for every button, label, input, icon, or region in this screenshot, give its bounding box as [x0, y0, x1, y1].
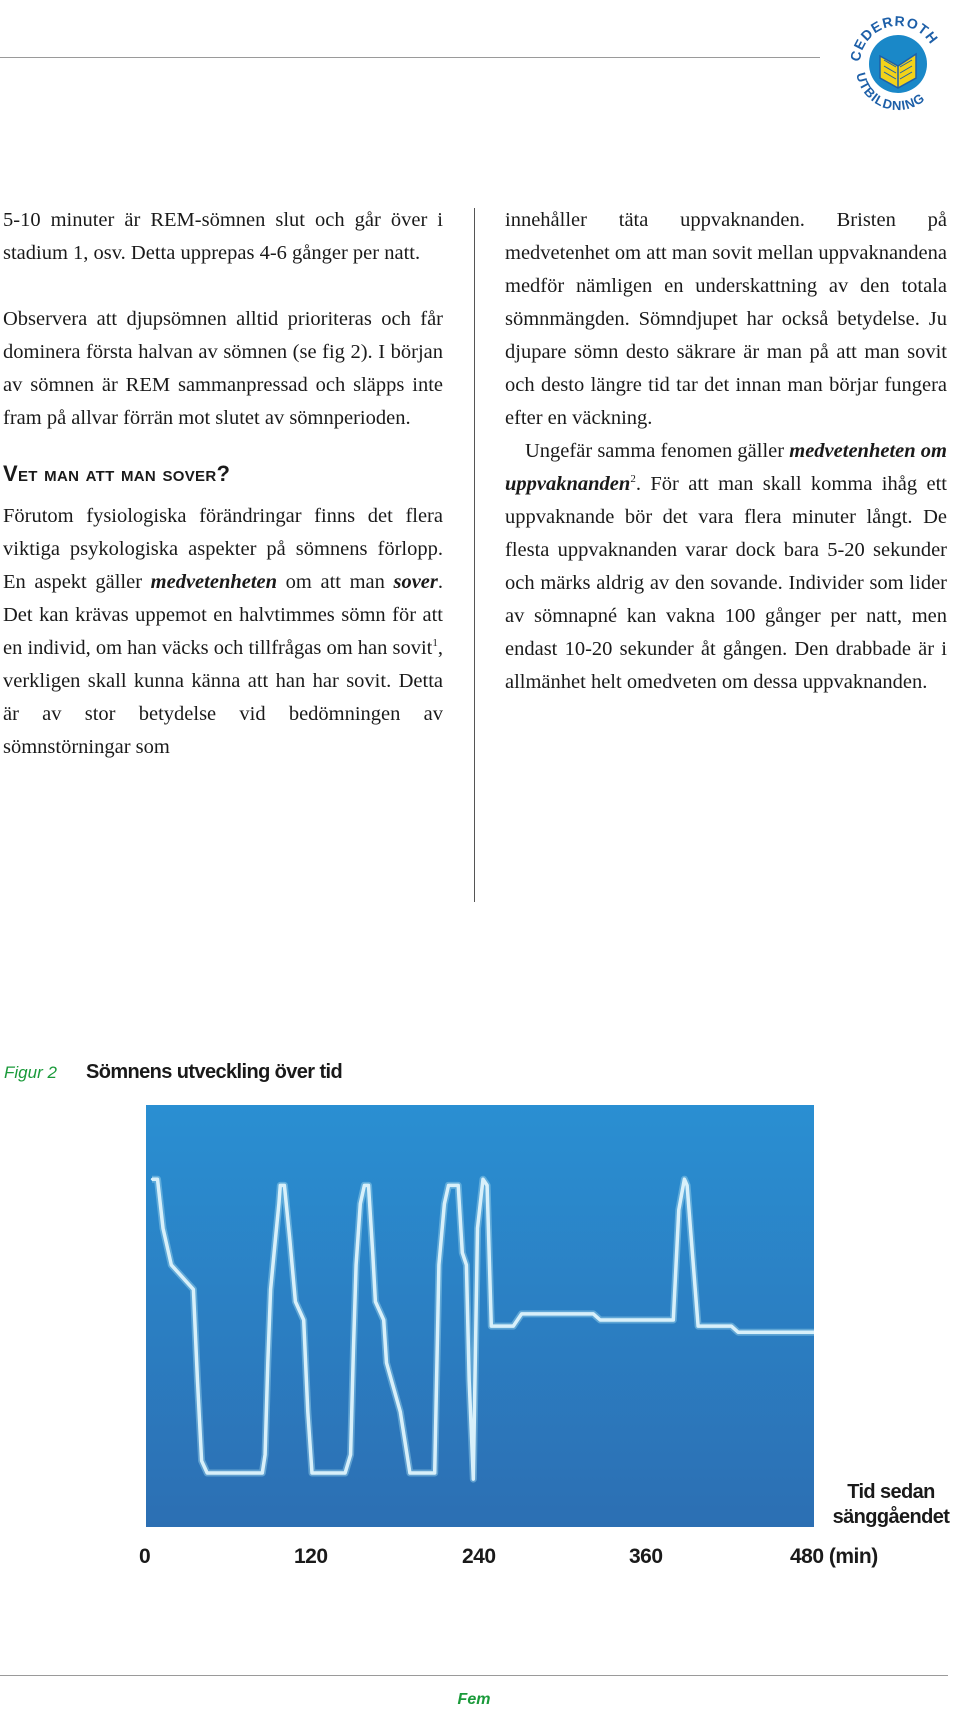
data-point: [196, 1380, 198, 1382]
text-run: . För att man skall komma ihåg ett uppvaknande bör det vara flera minuter långt. De flesta uppvaknanden varar dock bara 5-20 sekunder och märks aldrig av den sovande. Individer som lider av sömnapné kan vakna 100 gånger per natt, men endast 10-20 sekunder åt gången. Den drabbade är i allmänhet helt omedveten om dessa uppvaknanden.: [505, 473, 947, 693]
data-point: [206, 1472, 208, 1474]
sleep-chart: [146, 1105, 814, 1527]
data-point: [490, 1325, 492, 1327]
data-point: [349, 1453, 351, 1455]
data-point: [476, 1227, 478, 1229]
x-axis-label-line-1: Tid sedan: [847, 1481, 935, 1503]
data-point: [399, 1411, 401, 1413]
emphasis-sover: sover: [393, 571, 438, 593]
data-point: [170, 1264, 172, 1266]
data-point: [447, 1184, 449, 1186]
data-point: [472, 1478, 474, 1480]
emphasis-medvetenheten: medvetenheten: [150, 571, 278, 593]
data-point: [438, 1264, 440, 1266]
figure-label: Figur 2: [4, 1063, 57, 1082]
data-point: [392, 1386, 394, 1388]
text-run: Förutom fysiologiska förändringar finns det flera viktiga psykologiska aspekter på sömnens förlopp. En aspekt gäller: [3, 505, 443, 593]
data-point: [592, 1313, 594, 1315]
data-point: [512, 1325, 514, 1327]
footer-rule: [0, 1675, 948, 1676]
data-point: [465, 1264, 467, 1266]
data-point: [686, 1184, 688, 1186]
data-point: [482, 1178, 484, 1180]
cederroth-logo: [842, 8, 954, 120]
data-point: [457, 1184, 459, 1186]
left-paragraph-2: Observera att djupsömnen alltid prioriteras och får dominera första halvan av sömnen (se fig 2). I början av sömnen är REM sammanpressad och släpps inte fram på allvar förrän mot slutet av sömnperioden.: [3, 308, 443, 429]
data-point: [486, 1184, 488, 1186]
data-point: [697, 1325, 699, 1327]
x-tick-360: 360: [629, 1545, 663, 1568]
data-point: [443, 1203, 445, 1205]
data-point: [278, 1203, 280, 1205]
data-point: [307, 1411, 309, 1413]
page-footer: Fem: [457, 1691, 491, 1708]
chart-background: [146, 1105, 814, 1527]
x-tick-240: 240: [462, 1545, 496, 1568]
data-point: [371, 1251, 373, 1253]
data-point: [213, 1472, 215, 1474]
data-point: [162, 1227, 164, 1229]
data-point: [363, 1184, 365, 1186]
logo-text-top: CEDERROTH: [846, 12, 942, 63]
logo-text-bottom: UTBILDNING: [853, 70, 928, 114]
data-point: [264, 1453, 266, 1455]
right-paragraph-2: [505, 435, 947, 699]
data-point: [461, 1251, 463, 1253]
figure-title: Sömnens utveckling över tid: [86, 1061, 343, 1083]
data-point: [200, 1460, 202, 1462]
data-point: [303, 1319, 305, 1321]
data-point: [311, 1472, 313, 1474]
data-point: [683, 1178, 685, 1180]
data-point: [261, 1472, 263, 1474]
data-point: [294, 1300, 296, 1302]
data-point: [156, 1178, 158, 1180]
data-point: [385, 1362, 387, 1364]
text-run: , verkligen skall kunna känna att han har sovit. Detta är av stor betydelse vid bedömningen av sömnstörningar som: [3, 637, 443, 758]
x-axis-label-line-2: sänggåendet: [832, 1506, 950, 1528]
left-column: [3, 204, 443, 764]
data-point: [409, 1472, 411, 1474]
x-tick-120: 120: [294, 1545, 328, 1568]
data-point: [192, 1288, 194, 1290]
data-point: [359, 1203, 361, 1205]
data-point: [374, 1300, 376, 1302]
section-heading: Vet man att man sover?: [3, 461, 231, 486]
data-point: [267, 1362, 269, 1364]
left-paragraph-3: [3, 500, 443, 764]
data-point: [367, 1184, 369, 1186]
data-point: [279, 1184, 281, 1186]
left-paragraph-1: 5-10 minuter är REM-sömnen slut och går över i stadium 1, osv. Detta upprepas 4-6 gånger per natt.: [3, 209, 443, 264]
data-point: [599, 1319, 601, 1321]
text-run: om att man: [277, 571, 394, 593]
text-run: Ungefär samma fenomen gäller: [525, 440, 790, 462]
data-point: [737, 1331, 739, 1333]
footnote-ref-2: 2: [630, 473, 636, 486]
data-point: [383, 1319, 385, 1321]
data-point: [151, 1178, 153, 1180]
right-column: [505, 204, 947, 699]
data-point: [355, 1264, 357, 1266]
data-point: [678, 1209, 680, 1211]
data-point: [672, 1319, 674, 1321]
header-rule: [0, 57, 820, 58]
text-run: . Det kan krävas uppemot en halvtimmes sömn för att en individ, om han väcks och tillfrågas om han sovit: [3, 571, 444, 659]
data-point: [520, 1313, 522, 1315]
x-axis-label: [822, 1480, 960, 1530]
data-point: [434, 1472, 436, 1474]
data-point: [274, 1245, 276, 1247]
x-tick-0: 0: [139, 1545, 151, 1568]
data-point: [344, 1472, 346, 1474]
x-tick-480: 480 (min): [790, 1545, 878, 1568]
data-point: [289, 1239, 291, 1241]
right-paragraph-1: innehåller täta uppvaknanden. Bristen på medvetenhet om att man sovit mellan uppvaknandena medför nämligen en underskattning av den totala sömnmängden. Sömndjupet har också betydelse. Ju djupare sömn desto säkrare är man på att man sovit och desto längre tid tar det innan man börjar fungera efter en väckning.: [505, 209, 947, 429]
column-divider: [474, 208, 475, 902]
data-point: [283, 1184, 285, 1186]
footnote-ref-1: 1: [432, 637, 438, 650]
data-point: [468, 1380, 470, 1382]
data-point: [352, 1349, 354, 1351]
data-point: [730, 1325, 732, 1327]
emphasis-uppvaknanden: medvetenheten om uppvaknanden: [505, 440, 947, 495]
data-point: [269, 1288, 271, 1290]
